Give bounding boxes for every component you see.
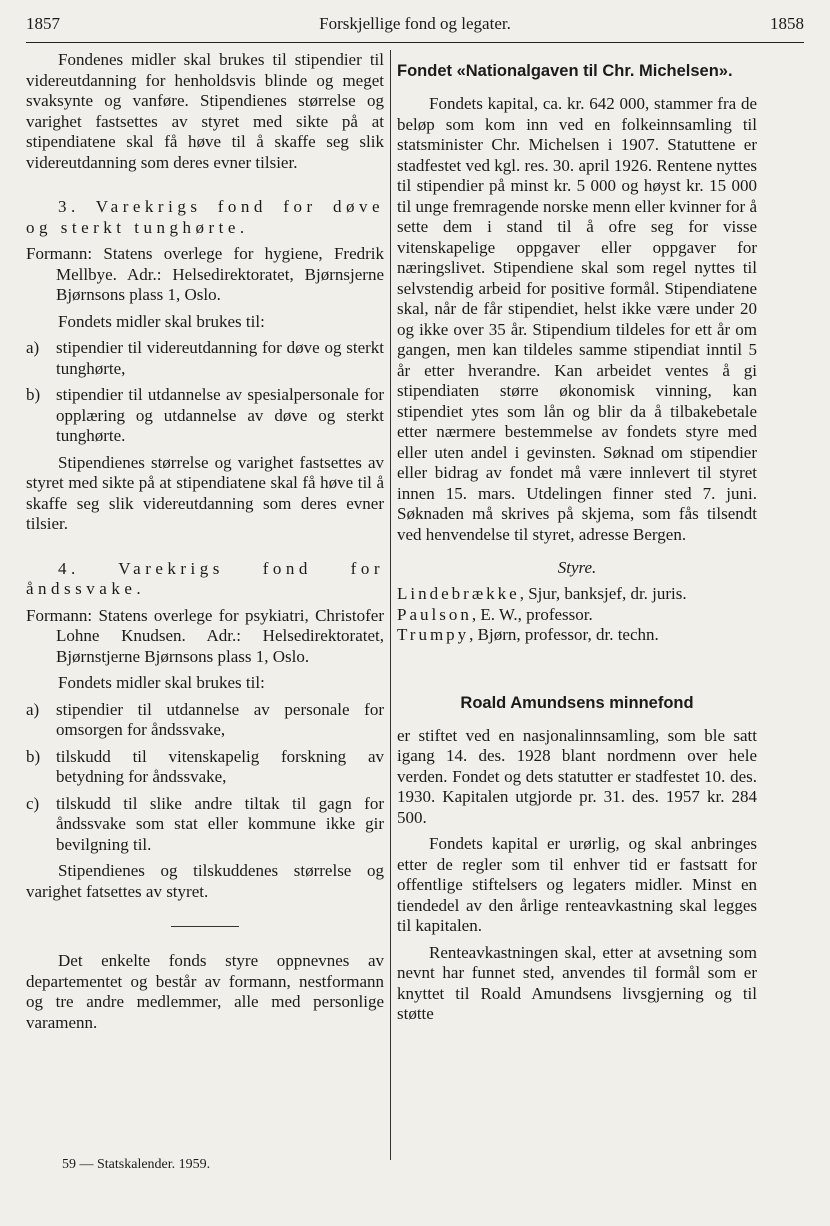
fund-amundsen-title: Roald Amundsens minnefond [460, 693, 694, 712]
section-3-item-b: b) stipendier til utdannelse av spesialpersonale for opplæring og utdannelse av døve og sterkt tunghørte. [26, 385, 384, 445]
board-member: Trumpy, Bjørn, professor, dr. techn. [397, 625, 659, 644]
page-number-right: 1858 [770, 14, 804, 33]
section-4-item-a: a) stipendier til utdannelse av personale for omsorgen for åndssvake, [26, 699, 384, 739]
closing-paragraph: Det enkelte fonds styre oppnevnes av departementet og består av formann, nestformann og tre andre medlemmer, alle med personlige varamenn. [26, 951, 384, 1032]
fund-amundsen-intro: er stiftet ved en nasjonalinnsamling, som ble satt igang 14. des. 1928 blant nordmenn over hele verden. Fondet og dets statutter er stadfestet 10. des. 1930. Kapitalen utgjorde pr. 31. des. 1957 kr. 284 500. [397, 725, 757, 827]
running-title: Forskjellige fond og legater. [319, 14, 511, 33]
section-4-item-b: b) tilskudd til vitenskapelig forskning av betydning for åndssvake, [26, 746, 384, 786]
section-3-heading: 3. Varekrigs fond for døve og sterkt tunghørte. [26, 197, 384, 237]
board-member: Paulson, E. W., professor. [397, 604, 593, 624]
section-3-stipend-text: Stipendienes størrelse og varighet fastsettes av styret med sikte på at stipendiatene skal få høve til å skaffe seg slik videreutdanning som deres evner tilsier. [26, 452, 384, 533]
header-rule [26, 42, 804, 43]
left-column [26, 50, 384, 1033]
section-3-chairman: Formann: Statens overlege for hygiene, Fredrik Mellbye. Adr.: Helsedirektoratet, Bjørnsjerne Bjørnsons plass 1, Oslo. [26, 244, 384, 304]
section-4-item-c: c) tilskudd til slike andre tiltak til gagn for åndssvake som stat eller kommune ikke gir bevilgning til. [26, 793, 384, 854]
section-3-item-a: a) stipendier til videreutdanning for døve og sterkt tunghørte, [26, 338, 384, 378]
page-header [26, 14, 804, 40]
board-heading: Styre. [557, 558, 597, 577]
intro-paragraph: Fondenes midler skal brukes til stipendier til videreutdanning for henholdsvis blinde og meget svaksynte og vanføre. Stipendienes størrelse og varighet fastsettes av styret med sikte på at stipendiatene skal få høve til å skaffe seg slik videreutdanning som deres evner tilsier. [26, 50, 384, 172]
column-divider [390, 50, 391, 1160]
page-number-left: 1857 [26, 14, 60, 33]
page-footer: 59 — Statskalender. 1959. [62, 1157, 211, 1172]
fund-amundsen-returns: Renteavkastningen skal, etter at avsetning som nevnt har funnet sted, anvendes til formål som er knyttet til Roald Amundsens livsgjerning og til støtte [397, 942, 757, 1023]
section-4-heading: 4. Varekrigs fond for åndssvake. [26, 558, 384, 598]
section-4-purpose-intro: Fondets midler skal brukes til: [58, 673, 265, 692]
right-column [397, 50, 757, 1025]
fund-michelsen-text: Fondets kapital, ca. kr. 642 000, stammer fra de beløp som kom inn ved en folkeinnsamling til statsminister Chr. Michelsen i 1907. Statuttene er stadfestet ved kgl. res. 30. april 1926. Rentene nyttes til stipendier på minst kr. 5 000 og høyst kr. 15 000 til unge fremragende norske menn eller kvinner for å sette dem i stand til å ofre seg for visse vitenskapelige oppgaver eller oppgaver for næringslivet. Stipendiene skal som regel nyttes til selvstendig arbeid for positive formål. Stipendiatene skal, når de får stipendiet, helst ikke være under 20 og ikke over 35 år. Stipendium tildeles for ett år om gangen, men kan tildeles samme stipendiat inntil 5 år etter hverandre. Kan arbeidet ventes å gi stipendiaten større økonomisk vinning, kan stipendiet ytes som lån og blir da å tilbakebetale etter nærmere bestemmelse av fondets styre med eller uten andel i gevinsten. Søknad om stipendier eller bidrag av fondet må være innlevert til styret innen 15. mars. Utdelingen finner sted 7. juni. Søknaden må skrives på skjema, som fås tilsendt ved henvendelse til styret, adresse Bergen. [397, 94, 757, 544]
fund-amundsen-capital: Fondets kapital er urørlig, og skal anbringes etter de regler som til enhver tid er fastsatt for offentlige stiftelsers og legaters midler. Minst en tiendedel av den årlige renteavkastning skal legges til kapitalen. [397, 834, 757, 935]
fund-michelsen-title: Fondet «Nationalgaven til Chr. Michelsen». [397, 62, 733, 80]
board-member: Lindebrække, Sjur, banksjef, dr. juris. [397, 584, 687, 603]
section-3-purpose-intro: Fondets midler skal brukes til: [58, 311, 265, 331]
section-4-stipend-text: Stipendienes og tilskuddenes størrelse og varighet fatsettes av styret. [26, 861, 384, 901]
section-4-chairman: Formann: Statens overlege for psykiatri, Christofer Lohne Knudsen. Adr.: Helsedirektoratet, Bjørnstjerne Bjørnsons plass 1, Oslo. [26, 605, 384, 666]
